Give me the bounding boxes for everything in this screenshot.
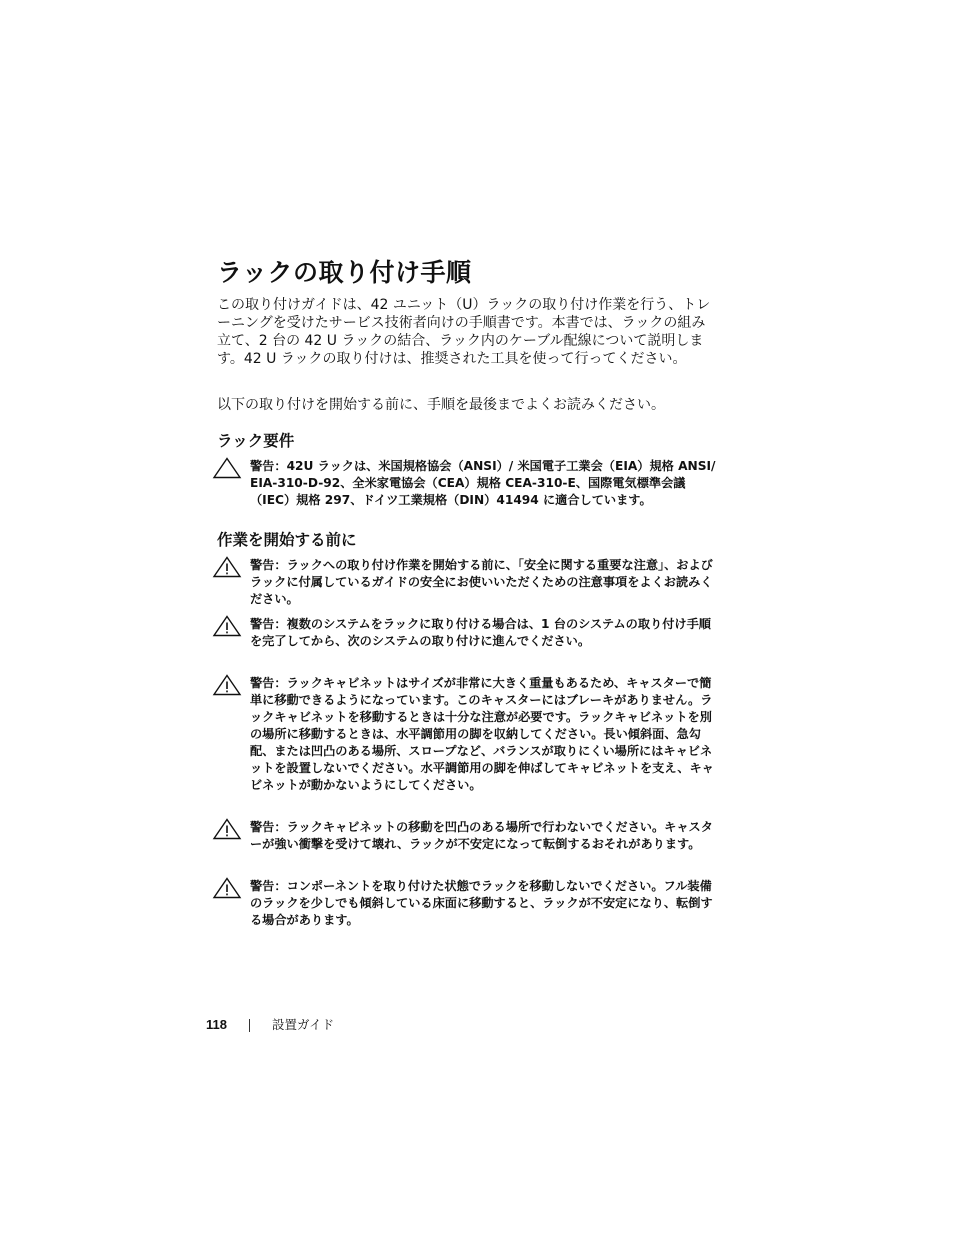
footer-separator <box>249 1019 250 1032</box>
warning-multiple-systems <box>212 616 716 650</box>
section-heading-rack-requirements: ラック要件 <box>217 432 295 450</box>
caution-triangle-icon <box>212 457 244 479</box>
caution-triangle-icon <box>212 877 244 899</box>
caution-triangle-icon <box>212 674 244 696</box>
intro-note: 以下の取り付けを開始する前に、手順を最後までよくお読みください。 <box>217 397 665 413</box>
warning-label: 警告： <box>250 820 287 834</box>
warning-text-block <box>250 616 716 650</box>
section-heading-before-you-begin: 作業を開始する前に <box>217 531 357 549</box>
warning-label: 警告： <box>250 459 287 473</box>
warning-label: 警告： <box>250 676 287 690</box>
warning-label: 警告： <box>250 617 287 631</box>
caution-triangle-icon <box>212 818 244 840</box>
warning-text-block <box>250 675 716 794</box>
caution-triangle-icon <box>212 556 244 578</box>
page-title: ラックの取り付け手順 <box>217 258 472 287</box>
warning-text: ラックへの取り付け作業を開始する前に、「安全に関する重要な注意」、およびラックに付属しているガイドの安全にお使いいただくための注意事項をよくお読みください。 <box>250 558 713 606</box>
warning-text: ラックキャビネットの移動を凹凸のある場所で行わないでください。キャスターが強い衝撃を受けて壊れ、ラックが不安定になって転倒するおそれがあります。 <box>250 820 713 851</box>
warning-rack-standards <box>212 458 716 509</box>
warning-loaded-rack <box>212 878 716 929</box>
warning-text-block <box>250 458 716 509</box>
warning-label: 警告： <box>250 879 287 893</box>
warning-moving-cabinet <box>212 675 716 794</box>
warning-label: 警告： <box>250 558 287 572</box>
warning-text-block <box>250 878 716 929</box>
footer-doc-title: 設置ガイド <box>271 1017 335 1032</box>
warning-uneven-surface <box>212 819 716 853</box>
intro-paragraph: この取り付けガイドは、42 ユニット（U）ラックの取り付け作業を行う、トレーニングを受けたサービス技術者向けの手順書です。本書では、ラックの組み立て、2 台の 42 U ラックの結合、ラック内のケーブル配線について説明します。42 U ラックの取り付けは、推奨された工具を使って行ってください。 <box>217 297 711 367</box>
warning-text-block <box>250 557 716 608</box>
warning-text-block <box>250 819 716 853</box>
page-number: 118 <box>206 1017 227 1032</box>
warning-text: コンポーネントを取り付けた状態でラックを移動しないでください。フル装備のラックを少しでも傾斜している床面に移動すると、ラックが不安定になり、転倒する場合があります。 <box>250 879 713 927</box>
warning-text: 複数のシステムをラックに取り付ける場合は、1 台のシステムの取り付け手順を完了してから、次のシステムの取り付けに進んでください。 <box>250 617 711 648</box>
caution-triangle-icon <box>212 615 244 637</box>
warning-text: 42U ラックは、米国規格協会（ANSI）/ 米国電子工業会（EIA）規格 ANSI/ EIA-310-D-92、全米家電協会（CEA）規格 CEA-310-E、国際電気標準会議（IEC）規格 297、ドイツ工業規格（DIN）41494 に適合しています。 <box>250 459 716 507</box>
page-footer <box>206 1016 334 1034</box>
warning-text: ラックキャビネットはサイズが非常に大きく重量もあるため、キャスターで簡単に移動できるようになっています。このキャスターにはブレーキがありません。ラックキャビネットを移動するときは十分な注意が必要です。ラックキャビネットを別の場所に移動するときは、水平調節用の脚を収納してください。長い傾斜面、急勾配、または凹凸のある場所、スロープなど、バランスが取りにくい場所にはキャビネットを設置しないでください。水平調節用の脚を伸ばしてキャビネットを支え、キャビネットが動かないようにしてください。 <box>250 676 714 792</box>
warning-safety-instructions <box>212 557 716 608</box>
